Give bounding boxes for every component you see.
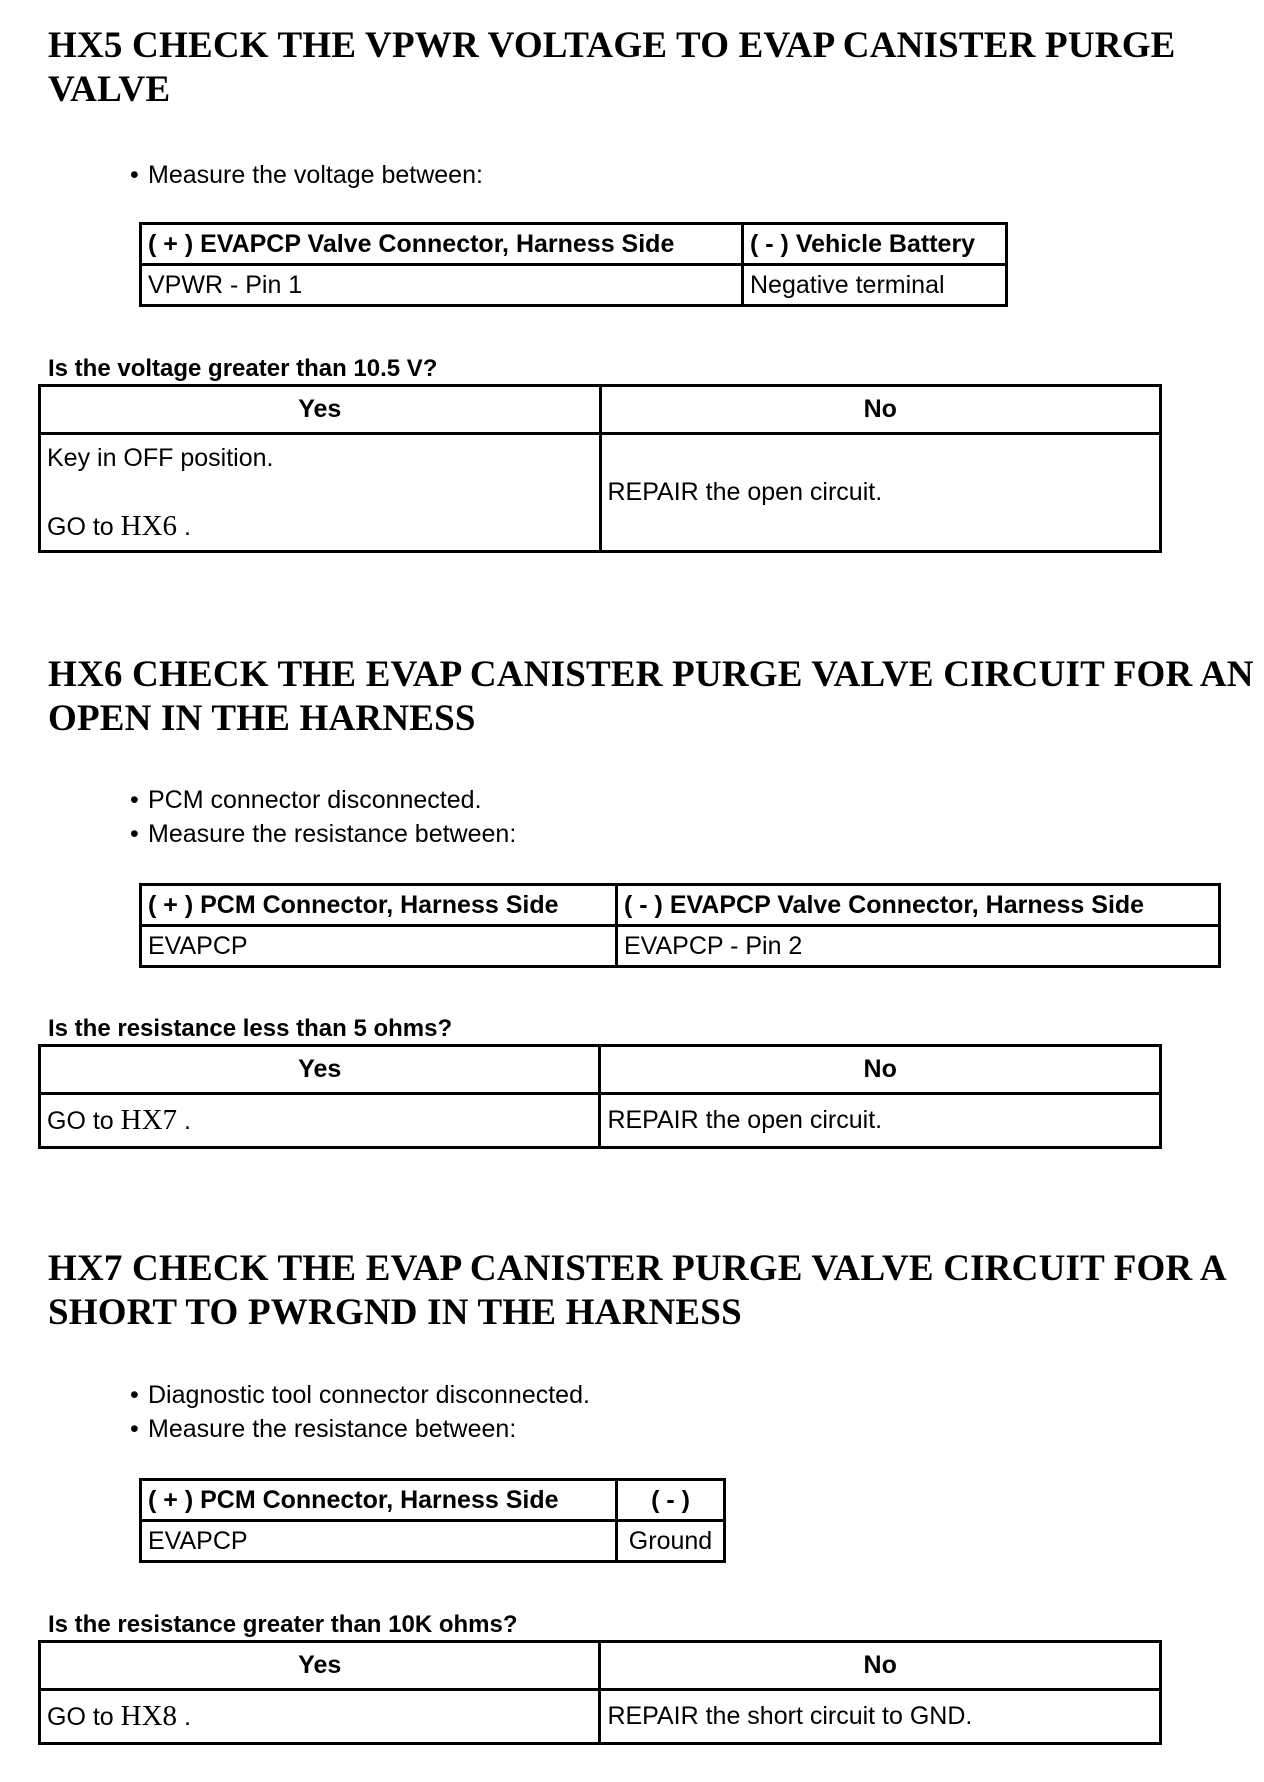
- hx7-bullet-list: [130, 1378, 590, 1446]
- hx6-measure-table: [139, 883, 1221, 968]
- hx7-no-header: No: [600, 1642, 1161, 1690]
- hx6-measure-header-positive: ( + ) PCM Connector, Harness Side: [141, 885, 617, 926]
- hx7-bullet-1: • Diagnostic tool connector disconnected.: [130, 1378, 590, 1412]
- hx5-measure-header-positive: ( + ) EVAPCP Valve Connector, Harness Side: [141, 224, 743, 265]
- table-header-row: [40, 1046, 1161, 1094]
- hx6-measure-header-negative: ( - ) EVAPCP Valve Connector, Harness Side: [617, 885, 1220, 926]
- table-header-row: [141, 885, 1220, 926]
- hx6-yes-header: Yes: [40, 1046, 600, 1094]
- table-header-row: [141, 224, 1007, 265]
- hx6-yes-cell: [40, 1094, 600, 1148]
- hx5-measure-cell-negative: Negative terminal: [743, 265, 1007, 306]
- hx5-measure-cell-positive: VPWR - Pin 1: [141, 265, 743, 306]
- hx7-bullet-2: • Measure the resistance between:: [130, 1412, 590, 1446]
- hx6-bullet-1: • PCM connector disconnected.: [130, 783, 516, 817]
- hx6-yes-goto: GO to: [47, 1107, 114, 1135]
- hx6-yes-end: .: [177, 1107, 191, 1135]
- table-row: [141, 926, 1220, 967]
- hx6-bullet-list: [130, 783, 516, 851]
- table-row: [40, 434, 1161, 552]
- hx6-question: Is the resistance less than 5 ohms?: [48, 1015, 453, 1042]
- hx5-yes-goto-line: [47, 509, 593, 544]
- hx7-goto-hx8-link[interactable]: HX8: [120, 1700, 178, 1732]
- hx5-yes-cell: [40, 434, 601, 552]
- hx5-no-header: No: [600, 386, 1161, 434]
- hx5-measure-header-negative: ( - ) Vehicle Battery: [743, 224, 1007, 265]
- hx7-yes-goto: GO to: [47, 1703, 114, 1731]
- hx6-measure-cell-negative: EVAPCP - Pin 2: [617, 926, 1220, 967]
- hx7-yes-no-table: [38, 1640, 1162, 1745]
- hx5-yes-goto: GO to: [47, 513, 114, 541]
- hx5-bullet-1: • Measure the voltage between:: [130, 158, 483, 192]
- hx5-goto-hx6-link[interactable]: HX6: [120, 510, 178, 542]
- hx6-heading: HX6 CHECK THE EVAP CANISTER PURGE VALVE CIRCUIT FOR AN OPEN IN THE HARNESS: [48, 654, 1254, 739]
- hx7-measure-cell-positive: EVAPCP: [141, 1521, 617, 1562]
- hx5-yes-instruction: Key in OFF position.: [47, 444, 274, 472]
- hx7-question: Is the resistance greater than 10K ohms?: [48, 1611, 518, 1638]
- hx5-yes-end: .: [177, 513, 191, 541]
- hx7-yes-cell: [40, 1690, 600, 1744]
- hx5-question: Is the voltage greater than 10.5 V?: [48, 355, 438, 382]
- table-header-row: [40, 386, 1161, 434]
- table-row: [40, 1094, 1161, 1148]
- hx5-measure-table: [139, 222, 1008, 307]
- table-row: [40, 1690, 1161, 1744]
- table-row: [141, 1521, 725, 1562]
- hx6-goto-hx7-link[interactable]: HX7: [120, 1104, 178, 1136]
- hx7-yes-end: .: [177, 1703, 191, 1731]
- hx5-no-cell: REPAIR the open circuit.: [600, 434, 1161, 552]
- hx5-bullet-list: [130, 158, 483, 192]
- hx7-heading: HX7 CHECK THE EVAP CANISTER PURGE VALVE CIRCUIT FOR A SHORT TO PWRGND IN THE HARNESS: [48, 1248, 1225, 1333]
- hx7-measure-header-positive: ( + ) PCM Connector, Harness Side: [141, 1480, 617, 1521]
- hx5-yes-header: Yes: [40, 386, 601, 434]
- hx7-yes-header: Yes: [40, 1642, 600, 1690]
- hx6-measure-cell-positive: EVAPCP: [141, 926, 617, 967]
- hx6-no-cell: REPAIR the open circuit.: [600, 1094, 1161, 1148]
- table-row: [141, 265, 1007, 306]
- hx7-measure-header-negative: ( - ): [617, 1480, 725, 1521]
- table-header-row: [40, 1642, 1161, 1690]
- hx5-yes-no-table: [38, 384, 1162, 553]
- hx5-heading: HX5 CHECK THE VPWR VOLTAGE TO EVAP CANISTER PURGE VALVE: [48, 25, 1176, 110]
- hx7-measure-cell-negative: Ground: [617, 1521, 725, 1562]
- hx7-no-cell: REPAIR the short circuit to GND.: [600, 1690, 1161, 1744]
- hx6-yes-no-table: [38, 1044, 1162, 1149]
- hx6-no-header: No: [600, 1046, 1161, 1094]
- hx7-measure-table: [139, 1478, 726, 1563]
- table-header-row: [141, 1480, 725, 1521]
- hx6-bullet-2: • Measure the resistance between:: [130, 817, 516, 851]
